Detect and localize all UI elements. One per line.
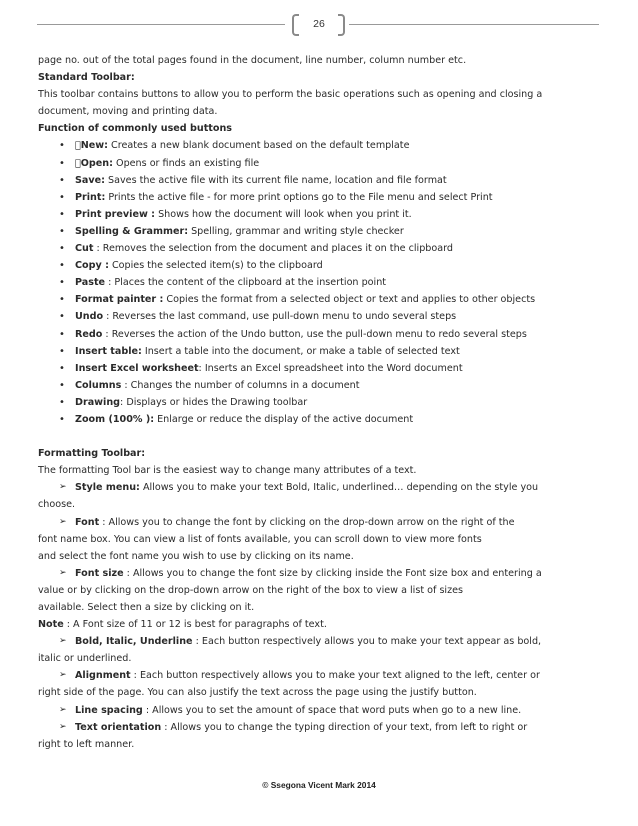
font-size-continuation-1: value or by clicking on the drop-down arrow on the right of the box to view a list of sizes <box>38 584 464 596</box>
item-term: Columns <box>75 379 122 391</box>
item-term: Undo <box>75 311 104 323</box>
arrow-bullet-icon: ➢ <box>59 567 67 578</box>
list-item <box>38 394 604 411</box>
arrow-bullet-icon: ➢ <box>59 704 67 715</box>
button-function-list <box>38 137 604 428</box>
text-orientation-continuation: right to left manner. <box>38 738 135 750</box>
page-number-bracket-right <box>338 14 345 36</box>
arrow-bullet-icon: ➢ <box>59 636 67 647</box>
item-term: Redo <box>75 328 103 340</box>
list-item <box>38 155 604 172</box>
copyright-footer: © Ssegona Vicent Mark 2014 <box>262 780 376 790</box>
formatting-toolbar-intro: The formatting Tool bar is the easiest way to change many attributes of a text. <box>38 465 417 477</box>
bold-continuation: italic or underlined. <box>38 653 132 665</box>
item-desc: : Inserts an Excel spreadsheet into the Word document <box>198 362 463 374</box>
page-number-bracket-left <box>292 14 299 36</box>
list-item <box>38 274 604 291</box>
item-desc: Creates a new blank document based on the default template <box>102 140 404 152</box>
arrow-bullet-icon: ➢ <box>59 516 67 527</box>
functions-heading: Function of commonly used buttons <box>38 123 232 135</box>
item-desc: Saves the active file with its current file name, location and file format <box>104 174 447 186</box>
item-desc: : Removes the selection from the document and places it on the clipboard <box>93 243 453 255</box>
item-desc: : Reverses the action of the Undo button, use the pull-down menu to redo several steps <box>102 328 527 340</box>
item-term: Spelling & Grammer: <box>75 225 189 237</box>
item-desc: : Each button respectively allows you to make your text aligned to the left, center or <box>130 670 540 682</box>
list-item <box>38 223 604 240</box>
font-continuation-1: font name box. You can view a list of fonts available, you can scroll down to view more fonts <box>38 533 482 545</box>
list-item <box>38 240 604 257</box>
font-item <box>38 514 604 531</box>
list-item <box>38 360 604 377</box>
font-size-item <box>38 565 604 582</box>
item-term: Format painter : <box>75 294 164 306</box>
standard-toolbar-heading: Standard Toolbar: <box>38 72 135 84</box>
alignment-item <box>38 667 604 684</box>
item-term: Save: <box>75 174 105 186</box>
arrow-bullet-icon: ➢ <box>59 670 67 681</box>
list-item <box>38 326 604 343</box>
item-desc: Shows how the document will look when you print it. <box>155 208 412 220</box>
item-term: Print preview : <box>75 208 156 220</box>
standard-toolbar-desc-2: document, moving and printing data. <box>38 106 218 118</box>
list-item <box>38 257 604 274</box>
item-desc: : Displays or hides the Drawing toolbar <box>120 396 308 408</box>
list-item <box>38 411 604 428</box>
item-term: Line spacing <box>75 704 143 716</box>
font-continuation-2: and select the font name you wish to use by clicking on its name. <box>38 550 354 562</box>
item-term: Paste <box>75 277 106 289</box>
item-desc: Spelling, grammar and writing style checker <box>188 225 404 237</box>
item-term: Cut <box>75 243 94 255</box>
item-desc: Allows you to make your text Bold, Italic, underlined… depending on the style you <box>139 482 539 494</box>
list-item <box>38 172 604 189</box>
line-spacing-item <box>38 702 604 719</box>
section-spacer <box>38 428 604 445</box>
item-desc: Copies the format from a selected object or text and applies to other objects <box>163 294 536 306</box>
list-item <box>38 291 604 308</box>
note-text: : A Font size of 11 or 12 is best for paragraphs of text. <box>63 619 327 631</box>
standard-toolbar-desc-1: This toolbar contains buttons to allow you to perform the basic operations such as opening and closing a <box>38 89 543 101</box>
list-item <box>38 189 604 206</box>
item-term: Insert table: <box>75 345 142 357</box>
style-menu-item <box>38 479 604 496</box>
item-desc: : Places the content of the clipboard at the insertion point <box>105 277 387 289</box>
arrow-bullet-icon: ➢ <box>59 721 67 732</box>
item-term: Insert Excel worksheet <box>75 362 199 374</box>
page-header <box>37 14 599 36</box>
item-term: Zoom (100% ): <box>75 413 155 425</box>
item-desc: : Changes the number of columns in a document <box>121 379 360 391</box>
item-desc: : Allows you to change the font size by clicking inside the Font size box and entering a <box>123 567 542 579</box>
item-term: Bold, Italic, Underline <box>75 636 193 648</box>
note-term: Note <box>38 619 64 631</box>
item-desc: : Each button respectively allows you to make your text appear as bold, <box>192 636 542 648</box>
alignment-continuation: right side of the page. You can also justify the text across the page using the justify button. <box>38 687 477 699</box>
list-item <box>38 377 604 394</box>
formatting-toolbar-heading: Formatting Toolbar: <box>38 448 146 460</box>
item-term: Text orientation <box>75 721 162 733</box>
item-term: Alignment <box>75 670 131 682</box>
document-body <box>38 52 604 753</box>
item-desc: : Allows you to change the typing direction of your text, from left to right or <box>161 721 528 733</box>
item-term: Font <box>75 516 100 528</box>
header-rule-left <box>37 24 285 25</box>
item-desc: Enlarge or reduce the display of the active document <box>154 413 414 425</box>
list-item <box>38 343 604 360</box>
list-item <box>38 308 604 325</box>
item-desc: Insert a table into the document, or make a table of selected text <box>141 345 460 357</box>
item-desc: Opens or finds an existing file <box>107 157 254 169</box>
arrow-bullet-icon: ➢ <box>59 482 67 493</box>
list-item <box>38 137 604 154</box>
item-term: Copy : <box>75 260 109 272</box>
item-term: New: <box>75 140 103 152</box>
font-size-continuation-2: available. Select then a size by clicking on it. <box>38 602 255 613</box>
item-term: Font size <box>75 567 124 579</box>
note-line <box>38 616 604 633</box>
item-desc: : Reverses the last command, use pull-down menu to undo several steps <box>103 311 457 323</box>
item-desc: : Allows you to set the amount of space that word puts when go to a new line. <box>142 704 522 716</box>
item-term: Drawing <box>75 396 121 408</box>
item-term: Print: <box>75 191 106 203</box>
bold-italic-underline-item <box>38 633 604 650</box>
item-term: Style menu: <box>75 482 140 494</box>
item-desc: : Allows you to change the font by clicking on the drop-down arrow on the right of the <box>99 516 515 528</box>
text-orientation-item <box>38 719 604 736</box>
style-menu-continuation: choose. <box>38 499 76 511</box>
intro-line: page no. out of the total pages found in the document, line number, column number etc. <box>38 55 467 66</box>
list-item <box>38 206 604 223</box>
item-desc: Copies the selected item(s) to the clipboard <box>108 260 323 272</box>
item-desc: Prints the active file - for more print options go to the File menu and select Print <box>105 191 493 203</box>
page-number: 26 <box>313 18 325 30</box>
item-term: Open: <box>75 157 108 169</box>
header-rule-right <box>349 24 599 25</box>
